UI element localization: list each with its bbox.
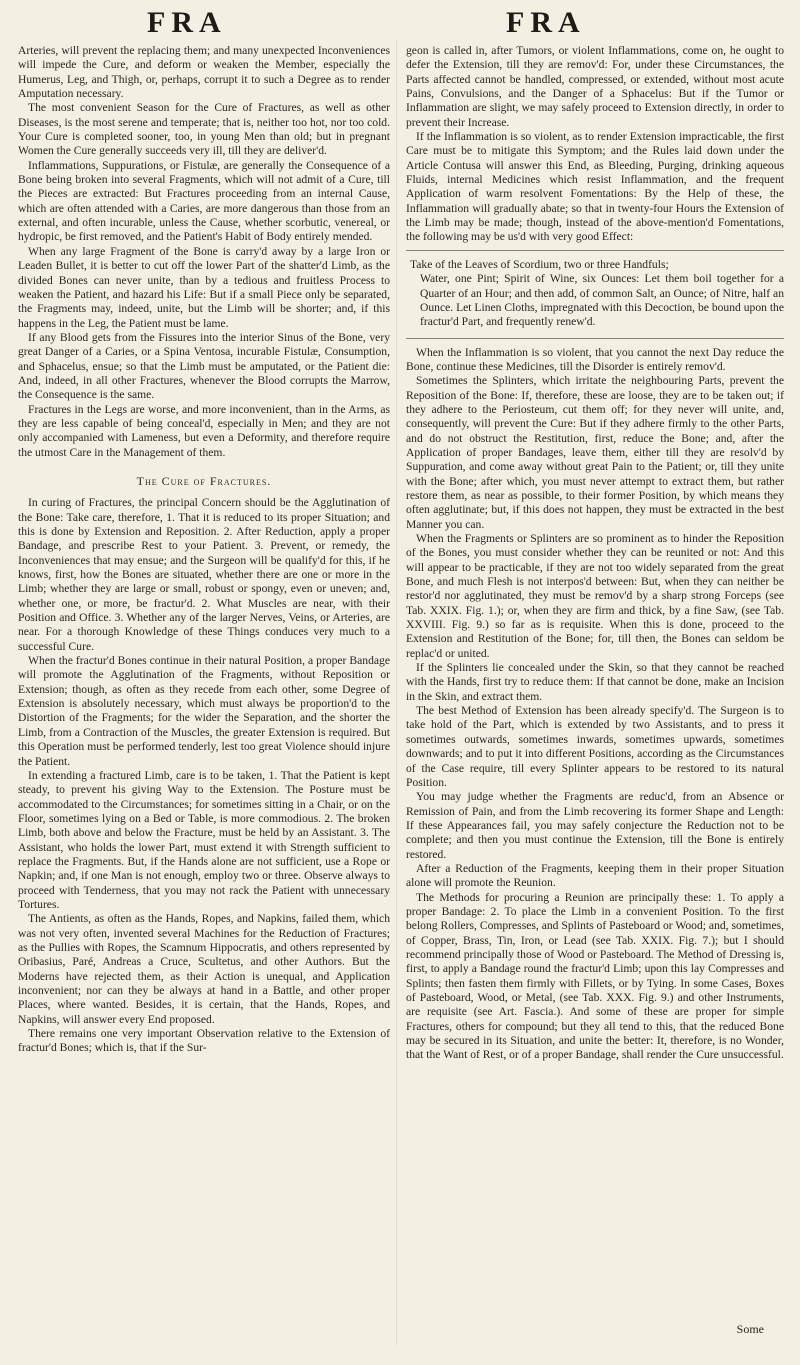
paragraph: geon is called in, after Tumors, or violent Inflammations, come on, he ought to defer the Extension, till they are remov'd: For, under these Circumstances, the Parts affected cannot be handled, compressed, or extended, without most acute Pains, Convulsions, and the Danger of a Sphacelus: But if the Tumor or Inflammation are slight, we may safely proceed to Extension directly, in order to prevent their Increase.	[406, 44, 784, 129]
column-gutter	[396, 40, 397, 1345]
divider-rule	[406, 338, 784, 339]
paragraph: In curing of Fractures, the principal Concern should be the Agglutination of the Bone: Take care, therefore, 1. That it is reduced to its proper Situation; and this is done by Extension and Reposition. 2. After Reduction, apply a proper Bandage, and prescribe Rest to your Patient. 3. Prevent, or remedy, the Inconveniences that may ensue; and the Surgeon will be qualify'd for this, if he knows, first, how the Bones are situated, whether there are one or more in the Limb; whether they are large or small, robust or spongy, even or uneven; and, whether one, or more, be fractur'd. 2. What Muscles are near, with their Position and Office. 3. Whether any of the larger Nerves, Veins, or Arteries, are near. For a thorough Knowledge of these Things conduces very much to a successful Cure.	[18, 496, 390, 653]
paragraph: When the fractur'd Bones continue in their natural Position, a proper Bandage will promote the Agglutination of the Fragments, without Reposition or Extension; though, as often as they recede from each other, some Degree of Extension is absolutely necessary, which must always be proportion'd to the Distortion of the Fragments; for the wider the Separation, and the shorter the Limb, from a Contraction of the Muscles, the greater Extension is required. But this Operation must be performed tenderly, lest too great Violence should injure the Patient.	[18, 654, 390, 768]
section-heading: The Cure of Fractures.	[136, 473, 272, 488]
running-head-left: FRA	[147, 6, 227, 39]
paragraph: If the Splinters lie concealed under the Skin, so that they cannot be reached with the Hands, first try to reduce them: If that cannot be done, make an Incision in the Skin, and extract them.	[406, 661, 784, 703]
paragraph: Arteries, will prevent the replacing them; and many unexpected Inconveniences will impede the Cure, and deform or weaken the Member, especially the Humerus, Leg, and Thigh, or, perhaps, corrupt it to such a Degree as to render Amputation necessary.	[18, 44, 390, 101]
catchword: Some	[736, 1322, 764, 1336]
paragraph: The Antients, as often as the Hands, Ropes, and Napkins, failed them, which was not very often, invented several Machines for the Reduction of Fractures; as the Pullies with Ropes, the Scamnum Hippocratis, and others represented by Oribasius, Paré, Andreas a Cruce, Scultetus, and other Authors. But the Moderns have rejected them, as their Action is unequal, and Application inconvenient; nor can they be always at hand in a Battle, and other proper Places, where wanted. Besides, it is certain, that the Hands, Ropes, and Napkins, will answer every End proposed.	[18, 912, 390, 1026]
paragraph: When the Inflammation is so violent, that you cannot the next Day reduce the Bone, continue these Medicines, till the Disorder is entirely remov'd.	[406, 345, 784, 373]
running-head-right: FRA	[506, 6, 586, 39]
paragraph: After a Reduction of the Fragments, keeping them in their proper Situation alone will promote the Reunion.	[406, 861, 784, 890]
paragraph: There remains one very important Observation relative to the Extension of fractur'd Bones; which is, that if the Sur-	[18, 1027, 390, 1055]
paragraph: The best Method of Extension has been already specify'd. The Surgeon is to take hold of the Part, which is extended by two Assistants, and to press it sometimes outwards, sometimes inwards, sometimes upwards, sometimes downwards; and to put it into different Positions, according as the Circumstances of the Case require, till every Splinter appears to be restored to its natural Position.	[406, 704, 784, 789]
divider-rule	[406, 250, 784, 251]
paragraph: Sometimes the Splinters, which irritate the neighbouring Parts, prevent the Reposition of the Bone: If, therefore, these are loose, they are to be taken out; if they adhere to the Periosteum, cut them off; for they never will unite, and, consequently, will prevent the Cure: But if they adhere firmly to the other Parts, and do not obstruct the Restitution, first, reduce the Bone; and, after the Application of proper Bandages, leave them, either till they are resolv'd by Suppuration, and come away without great Pain to the Patient; or, till they unite with the Bone; after which, you must never attempt to extract them, but rather restore them, as near as possible, to their former Position, by which means they often agglutinate; but, if this does not happen, they must be extracted in the best Manner you can.	[406, 374, 784, 531]
paragraph: You may judge whether the Fragments are reduc'd, from an Absence or Remission of Pain, and from the Limb recovering its former Shape and Length: If these Appearances fail, you may safely conjecture the Reduction not to be complete; and then you must continue the Extension, till the Bone is entirely restored.	[406, 790, 784, 861]
paragraph: When the Fragments or Splinters are so prominent as to hinder the Reposition of the Bones, you must consider whether they can be reunited or not: And this will appear to be practicable, if they are not too widely separated from the great Bone, and much Flesh is not interpos'd between: But, when they can neither be restor'd nor agglutinated, they must be remov'd by a sharp strong Forceps (see Tab. XXIX. Fig. 1.); or, when they are firm and thick, by a fine Saw, (see Tab. XXVIII. Fig. 9.) so far as is requisite. When this is done, proceed to the Extension and Restitution of the Bone; for, till then, the Bones can seldom be replac'd or united.	[406, 532, 784, 660]
right-column	[406, 44, 784, 1063]
paragraph: If the Inflammation is so violent, as to render Extension impracticable, the first Care must be to mitigate this Symptom; and the Rules laid down under the Article Contusa will answer this End, as Bleeding, Purging, drinking aqueous Fluids, internal Medicines which resist Inflammation, and the frequent Application of warm resolvent Fomentations: By the Help of these, the Inflammation will gradually abate; so that in twenty-four Hours the Extension of the Limb may be made; though, instead of the above-mention'd Fomentations, the following may be us'd with very good Effect:	[406, 130, 784, 244]
paragraph: The Methods for procuring a Reunion are principally these: 1. To apply a proper Bandage: 2. To place the Limb in a convenient Position. To the first belong Rollers, Compresses, and Splints of Pasteboard or Wood; and, sometimes, of Copper, Brass, Tin, Iron, or Lead (see Tab. XXIX. Fig. 7.); but I should recommend principally those of Wood or Pasteboard. The Method of Dressing is, first, to apply a Bandage round the fractur'd Limb; upon this lay Compresses and Splints; then fasten them firmly with Fillets, or by Tying. In some Cases, Boxes of Pasteboard, Wood, or Metal, (see Tab. XXX. Fig. 9.) and other Instruments, are requisite (see Art. Fascia.). And some of these are proper for simple Fractures, others for compound; but they all tend to this, that the reduced Bone may be secured in its Situation, and unite the better: It, therefore, is no Wonder, that the Want of Rest, or of a proper Bandage, shall render the Cure unsuccessful.	[406, 890, 784, 1062]
recipe-line: Take of the Leaves of Scordium, two or three Handfuls;	[410, 257, 669, 271]
left-column	[18, 44, 390, 1056]
paragraph: If any Blood gets from the Fissures into the interior Sinus of the Bone, very great Danger of a Caries, or a Spina Ventosa, incurable Fistulæ, Consumption, and Sphacelus, ensue; so that the Limb must be amputated, or the Patient die: And, indeed, in all other Fractures, whenever the Blood corrupts the Marrow, the Consequence is the same.	[18, 330, 390, 402]
paragraph: Fractures in the Legs are worse, and more inconvenient, than in the Arms, as they are less capable of being conceal'd, especially in Men; and they are not only accompanied with Lameness, but even a Deformity, and therefore require the utmost Care in the Management of them.	[18, 402, 390, 459]
paragraph: The most convenient Season for the Cure of Fractures, as well as other Diseases, is the most serene and temperate; that is, neither too hot, nor too cold. Your Cure is completed sooner, too, in young Men than old; but in pregnant Women the Cure generally succeeds very ill, till they are deliver'd.	[18, 101, 390, 158]
paragraph: Inflammations, Suppurations, or Fistulæ, are generally the Consequence of a Bone being broken into several Fragments, which will not admit of a Cure, till the Pieces are extracted: But Fractures proceeding from an internal Cause, which are often attended with a Caries, are more dangerous than those from an external, and often incurable, unless the Cause, whether scorbutic, venereal, or hydropic, be first removed, and the Patient's Habit of Body entirely mended.	[18, 158, 390, 244]
paragraph: When any large Fragment of the Bone is carry'd away by a large Iron or Leaden Bullet, it is better to cut off the lower Part of the shatter'd Limb, as the divided Bones can never unite, than by a tedious and fruitless Process to weaken the Patient, and hazard his Life: But if a small Piece only be separated, the Fragments may, indeed, unite, but the Limb will be shorter; and, if this happens in the Leg, the Patient must be lame.	[18, 244, 390, 330]
recipe-block	[406, 258, 784, 330]
recipe-line: Water, one Pint; Spirit of Wine, six Ounces: Let them boil together for a Quarter of an Hour; and then add, of common Salt, an Ounce; of Nitre, half an Ounce. Let Linen Cloths, impregnated with this Decoction, be bound upon the fractur'd Part, and frequently renew'd.	[420, 272, 784, 329]
paragraph: In extending a fractured Limb, care is to be taken, 1. That the Patient is kept steady, to prevent his giving Way to the Extension. The Posture must be accommodated to the Circumstances; for sometimes sitting in a Chair, or on the Floor, sometimes lying on a Bed or Table, is more commodious. 2. The broken Limb, both above and below the Fracture, must be held by an Assistant. 3. The Assistant, who holds the lower Part, must extend it with Strength sufficient to replace the Fragments. But, if the Hands alone are not sufficient, use a Rope or Napkin; and, if one Man is not enough, employ two or three. Observe always to proceed with Tenderness, that you may not rack the Patient with unnecessary Tortures.	[18, 768, 390, 911]
